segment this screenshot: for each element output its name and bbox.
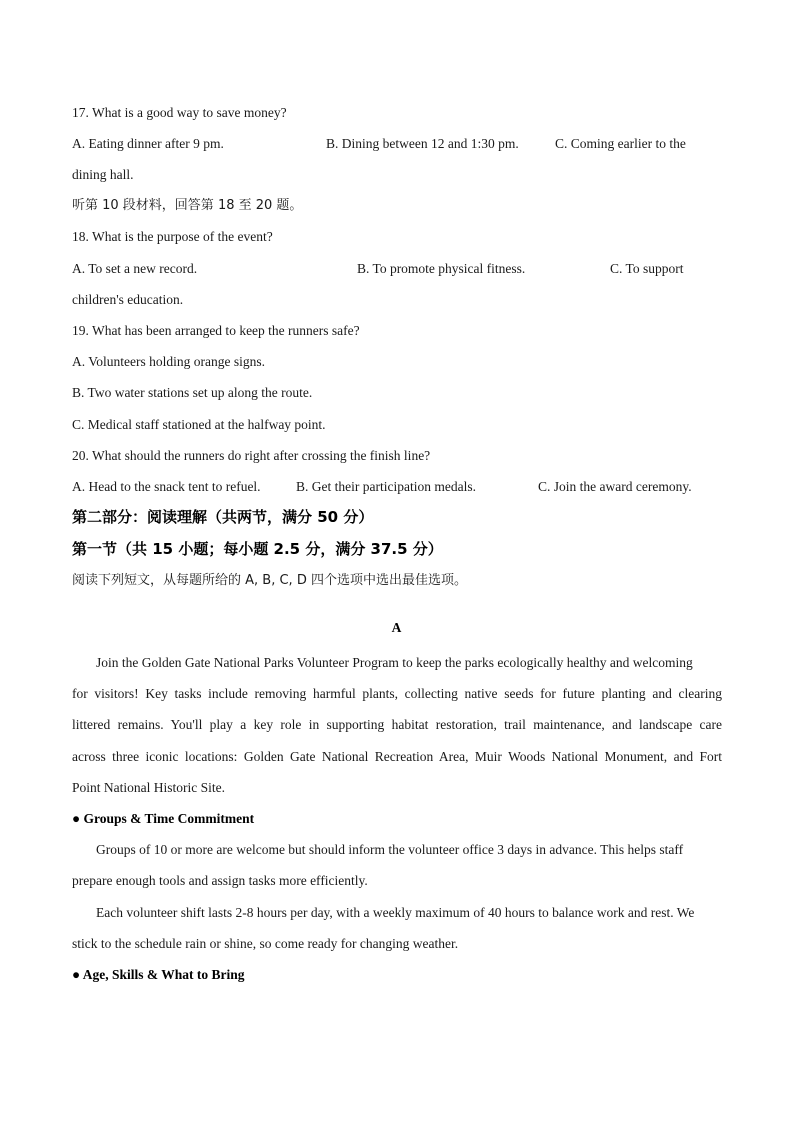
q19-option-c: C. Medical staff stationed at the halfway point.: [72, 417, 326, 432]
passage-paragraph-1-line-3: littered remains. You'll play a key role in supporting habitat restoration, trail maintenance, and landscape care: [72, 717, 722, 732]
q18-option-c-continued: children's education.: [72, 292, 184, 307]
material-10-instruction: 听第 10 段材料，回答第 18 至 20 题。: [72, 198, 303, 213]
passage-paragraph-1-line-4: across three iconic locations: Golden Gate National Recreation Area, Muir Woods National Monument, and Fort: [72, 749, 722, 764]
q17-option-c-continued: dining hall.: [72, 167, 134, 182]
question-17: 17. What is a good way to save money?: [72, 105, 287, 120]
reading-instruction: 阅读下列短文，从每题所给的 A, B, C, D 四个选项中选出最佳选项。: [72, 573, 467, 588]
q20-option-b: B. Get their participation medals.: [296, 479, 476, 494]
q18-option-c: C. To support: [610, 261, 684, 276]
q17-option-a: A. Eating dinner after 9 pm.: [72, 136, 224, 151]
question-18: 18. What is the purpose of the event?: [72, 229, 273, 244]
part-2-heading: 第二部分：阅读理解（共两节，满分 50 分）: [72, 508, 374, 526]
section-1-heading: 第一节（共 15 小题；每小题 2.5 分，满分 37.5 分）: [72, 540, 443, 558]
heading-groups-time: ● Groups & Time Commitment: [72, 811, 255, 826]
passage-paragraph-1-line-5: Point National Historic Site.: [72, 780, 225, 795]
q17-option-c: C. Coming earlier to the: [555, 136, 686, 151]
q19-option-b: B. Two water stations set up along the route.: [72, 385, 313, 400]
q20-option-a: A. Head to the snack tent to refuel.: [72, 479, 261, 494]
question-19: 19. What has been arranged to keep the runners safe?: [72, 323, 360, 338]
passage-paragraph-3-line-1: Each volunteer shift lasts 2-8 hours per day, with a weekly maximum of 40 hours to balance work and rest. We: [96, 905, 695, 920]
q19-option-a: A. Volunteers holding orange signs.: [72, 354, 265, 369]
q18-option-b: B. To promote physical fitness.: [357, 261, 526, 276]
q17-option-b: B. Dining between 12 and 1:30 pm.: [326, 136, 519, 151]
q18-option-a: A. To set a new record.: [72, 261, 198, 276]
q20-option-c: C. Join the award ceremony.: [538, 479, 692, 494]
passage-paragraph-1-line-1: Join the Golden Gate National Parks Volunteer Program to keep the parks ecologically healthy and welcoming: [96, 655, 693, 670]
passage-paragraph-3-line-2: stick to the schedule rain or shine, so come ready for changing weather.: [72, 936, 459, 951]
passage-paragraph-2-line-1: Groups of 10 or more are welcome but should inform the volunteer office 3 days in advance. This helps staff: [96, 842, 684, 857]
heading-age-skills: ● Age, Skills & What to Bring: [72, 967, 245, 982]
passage-label: A: [391, 620, 402, 635]
question-20: 20. What should the runners do right after crossing the finish line?: [72, 448, 431, 463]
passage-paragraph-2-line-2: prepare enough tools and assign tasks more efficiently.: [72, 873, 368, 888]
passage-paragraph-1-line-2: for visitors! Key tasks include removing harmful plants, collecting native seeds for future planting and clearing: [72, 686, 722, 701]
